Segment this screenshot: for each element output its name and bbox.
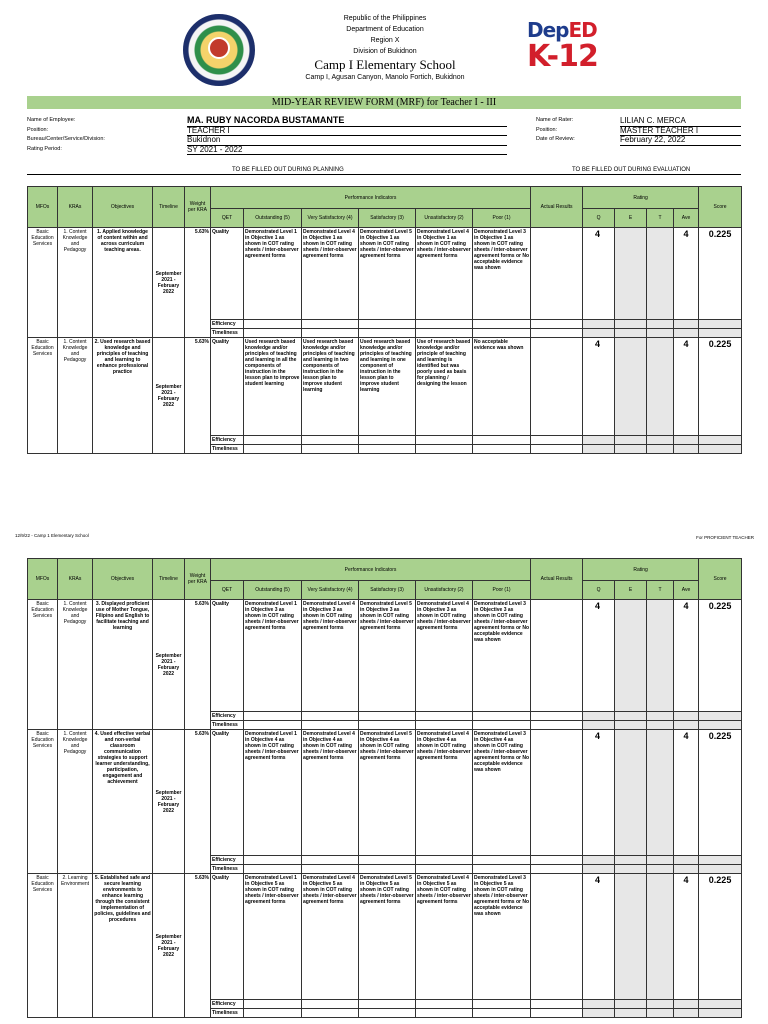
efficiency-cell — [647, 320, 674, 329]
timeliness-label: Timeliness — [211, 721, 244, 730]
mfo-cell: Basic Education Services — [28, 730, 58, 874]
rating-t-cell — [647, 874, 674, 1000]
actual-results-cell — [531, 730, 583, 856]
col-very-satisfactory: Very Satisfactory (4) — [302, 209, 359, 228]
efficiency-cell — [416, 320, 473, 329]
col-e: E — [615, 209, 647, 228]
efficiency-cell — [674, 712, 699, 721]
timeliness-cell — [359, 1009, 416, 1018]
qet-cell: Quality — [211, 600, 244, 712]
efficiency-cell — [647, 1000, 674, 1009]
col-ave: Ave — [674, 209, 699, 228]
mrf-table-page-2 — [27, 558, 742, 1018]
actual-results-cell — [531, 874, 583, 1000]
unsatisfactory-cell: Use of research based knowledge and/or principle of teaching and learning is identified but was poorly used as basis for planning / designing the lesson — [416, 338, 473, 436]
qet-cell: Quality — [211, 338, 244, 436]
rating-q-cell: 4 — [583, 338, 615, 436]
employee-info — [27, 116, 507, 154]
satisfactory-cell: Demonstrated Level 5 in Objective 4 as shown in COT rating sheets / inter-observer agreement forms — [359, 730, 416, 856]
col-q: Q — [583, 581, 615, 600]
timeliness-cell — [473, 1009, 531, 1018]
efficiency-cell — [699, 320, 742, 329]
timeliness-cell — [244, 445, 302, 454]
col-actual-results: Actual Results — [531, 187, 583, 228]
col-score: Score — [699, 187, 742, 228]
timeliness-cell — [674, 445, 699, 454]
rating-ave-cell: 4 — [674, 730, 699, 856]
efficiency-cell — [583, 320, 615, 329]
rating-t-cell — [647, 338, 674, 436]
rater-name: LILIAN C. MERCA — [620, 116, 741, 127]
actual-results-cell — [531, 228, 583, 320]
satisfactory-cell: Demonstrated Level 5 in Objective 3 as shown in COT rating sheets / inter-observer agreement forms — [359, 600, 416, 712]
rating-e-cell — [615, 338, 647, 436]
mfo-cell: Basic Education Services — [28, 874, 58, 1018]
efficiency-cell — [473, 1000, 531, 1009]
school-name: Camp I Elementary School — [314, 57, 456, 72]
col-timeline: Timeline — [153, 187, 185, 228]
actual-results-cell — [531, 600, 583, 712]
timeliness-cell — [302, 721, 359, 730]
timeliness-cell — [416, 445, 473, 454]
timeliness-cell — [302, 865, 359, 874]
objective-cell: 2. Used research based knowledge and principles of teaching and learning to enhance professional practice — [93, 338, 153, 454]
unsatisfactory-cell: Demonstrated Level 4 in Objective 5 as shown in COT rating sheets / inter-observer agreement forms — [416, 874, 473, 1000]
outstanding-cell: Used research based knowledge and/or principles of teaching and learning in all the components of instruction in the lesson plan to improve student learning — [244, 338, 302, 436]
efficiency-cell — [416, 856, 473, 865]
timeliness-cell — [583, 1009, 615, 1018]
efficiency-cell — [359, 1000, 416, 1009]
efficiency-cell — [359, 320, 416, 329]
timeliness-cell — [416, 329, 473, 338]
satisfactory-cell: Used research based knowledge and/or principles of teaching and learning in one component of instruction in the lesson plan to improve student learning — [359, 338, 416, 436]
unsatisfactory-cell: Demonstrated Level 4 in Objective 4 as shown in COT rating sheets / inter-observer agreement forms — [416, 730, 473, 856]
efficiency-cell — [531, 320, 583, 329]
timeliness-cell — [615, 721, 647, 730]
timeliness-cell — [531, 721, 583, 730]
school-address: Camp I, Agusan Canyon, Manolo Fortich, Bukidnon — [305, 74, 465, 81]
rating-e-cell — [615, 228, 647, 320]
timeliness-cell — [359, 721, 416, 730]
efficiency-cell — [583, 712, 615, 721]
rating-e-cell — [615, 730, 647, 856]
timeliness-cell — [583, 721, 615, 730]
efficiency-cell — [302, 1000, 359, 1009]
rater-position-label: Position: — [536, 126, 558, 133]
efficiency-cell — [473, 856, 531, 865]
qet-cell: Quality — [211, 228, 244, 320]
efficiency-cell — [302, 712, 359, 721]
efficiency-cell — [699, 1000, 742, 1009]
very-satisfactory-cell: Demonstrated Level 4 in Objective 5 as shown in COT rating sheets / inter-observer agreement forms — [302, 874, 359, 1000]
timeliness-cell — [615, 445, 647, 454]
objective-cell: 5. Established safe and secure learning environments to enhance learning through the consistent implementation of policies, guidelines and procedures — [93, 874, 153, 1018]
efficiency-cell — [647, 856, 674, 865]
col-performance-indicators: Performance Indicators — [211, 559, 531, 581]
timeliness-cell — [531, 329, 583, 338]
review-date: February 22, 2022 — [620, 135, 741, 146]
satisfactory-cell: Demonstrated Level 5 in Objective 5 as shown in COT rating sheets / inter-observer agreement forms — [359, 874, 416, 1000]
employee-name: MA. RUBY NACORDA BUSTAMANTE — [187, 116, 507, 127]
efficiency-cell — [416, 712, 473, 721]
timeliness-cell — [699, 1009, 742, 1018]
timeliness-cell — [674, 1009, 699, 1018]
rater-label: Name of Rater: — [536, 117, 574, 123]
form-title: MID-YEAR REVIEW FORM (MRF) for Teacher I - III — [27, 96, 741, 109]
objective-cell: 3. Displayed proficient use of Mother Tongue, Filipino and English to facilitate teaching and learning — [93, 600, 153, 730]
timeliness-cell — [615, 1009, 647, 1018]
weight-cell: 5.63% — [185, 874, 211, 1018]
efficiency-label: Efficiency — [211, 856, 244, 865]
col-objectives: Objectives — [93, 187, 153, 228]
objective-cell: 1. Applied knowledge of content within and across curriculum teaching areas. — [93, 228, 153, 338]
outstanding-cell: Demonstrated Level 1 in Objective 4 as shown in COT rating sheets / inter-observer agreement forms — [244, 730, 302, 856]
efficiency-cell — [302, 320, 359, 329]
efficiency-cell — [416, 436, 473, 445]
rating-ave-cell: 4 — [674, 600, 699, 712]
timeliness-cell — [583, 445, 615, 454]
timeliness-cell — [473, 329, 531, 338]
efficiency-cell — [244, 320, 302, 329]
efficiency-cell — [674, 436, 699, 445]
outstanding-cell: Demonstrated Level 1 in Objective 3 as shown in COT rating sheets / inter-observer agreement forms — [244, 600, 302, 712]
weight-cell: 5.63% — [185, 338, 211, 454]
footer-left: 12/9/22 - Camp 1 Elementary School — [15, 533, 89, 538]
efficiency-cell — [615, 712, 647, 721]
col-e: E — [615, 581, 647, 600]
kra-cell: 1. Content Knowledge and Pedagogy — [58, 338, 93, 454]
very-satisfactory-cell: Demonstrated Level 4 in Objective 1 as shown in COT rating sheets / inter-observer agreement forms — [302, 228, 359, 320]
efficiency-cell — [615, 436, 647, 445]
rating-ave-cell: 4 — [674, 338, 699, 436]
efficiency-cell — [699, 856, 742, 865]
col-score: Score — [699, 559, 742, 600]
timeliness-label: Timeliness — [211, 329, 244, 338]
timeliness-cell — [531, 865, 583, 874]
col-poor: Poor (1) — [473, 209, 531, 228]
rating-q-cell: 4 — [583, 600, 615, 712]
name-label: Name of Employee: — [27, 117, 76, 123]
col-q: Q — [583, 209, 615, 228]
kra-cell: 1. Content Knowledge and Pedagogy — [58, 600, 93, 730]
rating-q-cell: 4 — [583, 874, 615, 1000]
timeliness-cell — [674, 865, 699, 874]
department-line: Department of Education — [346, 26, 424, 33]
score-cell: 0.225 — [699, 874, 742, 1000]
timeliness-cell — [674, 721, 699, 730]
employee-position: TEACHER I — [187, 126, 507, 137]
col-rating: Rating — [583, 559, 699, 581]
timeliness-label: Timeliness — [211, 865, 244, 874]
bureau-value: Bukidnon — [187, 135, 507, 146]
timeline-cell: September 2021 - February 2022 — [153, 874, 185, 1018]
efficiency-cell — [473, 436, 531, 445]
period-value: SY 2021 - 2022 — [187, 145, 507, 156]
col-t: T — [647, 209, 674, 228]
col-unsatisfactory: Unsatisfactory (2) — [416, 209, 473, 228]
bureau-label: Bureau/Center/Service/Division: — [27, 136, 105, 142]
rating-t-cell — [647, 228, 674, 320]
rating-ave-cell: 4 — [674, 874, 699, 1000]
poor-cell: Demonstrated Level 3 in Objective 3 as shown in COT rating sheets / inter-observer agreement forms or No acceptable evidence was shown — [473, 600, 531, 712]
timeline-cell: September 2021 - February 2022 — [153, 338, 185, 454]
col-timeline: Timeline — [153, 559, 185, 600]
col-rating: Rating — [583, 187, 699, 209]
efficiency-cell — [416, 1000, 473, 1009]
planning-note: TO BE FILLED OUT DURING PLANNING — [232, 167, 344, 173]
weight-cell: 5.63% — [185, 730, 211, 874]
efficiency-label: Efficiency — [211, 320, 244, 329]
table-row — [28, 600, 742, 712]
timeliness-cell — [244, 865, 302, 874]
weight-cell: 5.63% — [185, 228, 211, 338]
timeliness-cell — [244, 329, 302, 338]
score-cell: 0.225 — [699, 338, 742, 436]
mfo-cell: Basic Education Services — [28, 338, 58, 454]
col-performance-indicators: Performance Indicators — [211, 187, 531, 209]
letterhead — [240, 13, 530, 83]
efficiency-cell — [674, 1000, 699, 1009]
score-cell: 0.225 — [699, 228, 742, 320]
efficiency-cell — [473, 320, 531, 329]
timeliness-cell — [531, 1009, 583, 1018]
poor-cell: Demonstrated Level 3 in Objective 5 as shown in COT rating sheets / inter-observer agreement forms or No acceptable evidence was shown — [473, 874, 531, 1000]
logo-k12: K-12 — [527, 39, 598, 74]
logo-ed: ED — [568, 18, 597, 42]
timeliness-cell — [473, 445, 531, 454]
rating-q-cell: 4 — [583, 730, 615, 856]
timeliness-cell — [699, 865, 742, 874]
timeliness-label: Timeliness — [211, 445, 244, 454]
efficiency-cell — [302, 856, 359, 865]
timeliness-cell — [699, 329, 742, 338]
timeliness-cell — [615, 865, 647, 874]
kra-cell: 1. Content Knowledge and Pedagogy — [58, 730, 93, 874]
efficiency-label: Efficiency — [211, 712, 244, 721]
efficiency-cell — [699, 436, 742, 445]
col-qet: QET — [211, 581, 244, 600]
table-row — [28, 228, 742, 320]
timeliness-cell — [359, 329, 416, 338]
score-cell: 0.225 — [699, 730, 742, 856]
col-weight: Weight per KRA — [185, 187, 211, 228]
efficiency-cell — [615, 1000, 647, 1009]
efficiency-label: Efficiency — [211, 1000, 244, 1009]
col-kras: KRAs — [58, 559, 93, 600]
rating-e-cell — [615, 874, 647, 1000]
table-row — [28, 874, 742, 1000]
efficiency-cell — [699, 712, 742, 721]
timeliness-cell — [647, 721, 674, 730]
timeline-cell: September 2021 - February 2022 — [153, 730, 185, 874]
col-mfos: MFOs — [28, 187, 58, 228]
timeliness-cell — [359, 445, 416, 454]
timeliness-cell — [244, 721, 302, 730]
poor-cell: No acceptable evidence was shown — [473, 338, 531, 436]
efficiency-cell — [302, 436, 359, 445]
very-satisfactory-cell: Demonstrated Level 4 in Objective 3 as shown in COT rating sheets / inter-observer agreement forms — [302, 600, 359, 712]
timeliness-cell — [244, 1009, 302, 1018]
timeliness-cell — [416, 865, 473, 874]
efficiency-label: Efficiency — [211, 436, 244, 445]
mfo-cell: Basic Education Services — [28, 600, 58, 730]
efficiency-cell — [531, 712, 583, 721]
timeline-cell: September 2021 - February 2022 — [153, 600, 185, 730]
col-kras: KRAs — [58, 187, 93, 228]
col-ave: Ave — [674, 581, 699, 600]
fill-out-notes — [27, 165, 741, 175]
col-qet: QET — [211, 209, 244, 228]
efficiency-cell — [244, 712, 302, 721]
efficiency-cell — [531, 856, 583, 865]
rating-q-cell: 4 — [583, 228, 615, 320]
satisfactory-cell: Demonstrated Level 5 in Objective 1 as shown in COT rating sheets / inter-observer agreement forms — [359, 228, 416, 320]
actual-results-cell — [531, 338, 583, 436]
timeliness-cell — [583, 329, 615, 338]
efficiency-cell — [359, 712, 416, 721]
table-row — [28, 730, 742, 856]
region-line: Region X — [370, 37, 400, 44]
efficiency-cell — [473, 712, 531, 721]
efficiency-cell — [647, 712, 674, 721]
efficiency-cell — [674, 320, 699, 329]
poor-cell: Demonstrated Level 3 in Objective 4 as shown in COT rating sheets / inter-observer agreement forms or No acceptable evidence was shown — [473, 730, 531, 856]
rating-t-cell — [647, 600, 674, 712]
timeliness-cell — [699, 721, 742, 730]
evaluation-note: TO BE FILLED OUT DURING EVALUATION — [572, 167, 691, 173]
efficiency-cell — [615, 320, 647, 329]
efficiency-cell — [647, 436, 674, 445]
timeliness-cell — [473, 865, 531, 874]
efficiency-cell — [359, 436, 416, 445]
outstanding-cell: Demonstrated Level 1 in Objective 1 as shown in COT rating sheets / inter-observer agreement forms — [244, 228, 302, 320]
col-satisfactory: Satisfactory (3) — [359, 581, 416, 600]
qet-cell: Quality — [211, 874, 244, 1000]
col-outstanding: Outstanding (5) — [244, 209, 302, 228]
timeline-cell: September 2021 - February 2022 — [153, 228, 185, 338]
kra-cell: 1. Content Knowledge and Pedagogy — [58, 228, 93, 338]
poor-cell: Demonstrated Level 3 in Objective 1 as shown in COT rating sheets / inter-observer agreement forms or No acceptable evidence was shown — [473, 228, 531, 320]
rating-e-cell — [615, 600, 647, 712]
efficiency-cell — [583, 436, 615, 445]
timeliness-label: Timeliness — [211, 1009, 244, 1018]
col-weight: Weight per KRA — [185, 559, 211, 600]
review-date-label: Date of Review: — [536, 136, 575, 142]
efficiency-cell — [244, 856, 302, 865]
timeliness-cell — [416, 721, 473, 730]
timeliness-cell — [647, 865, 674, 874]
timeliness-cell — [647, 1009, 674, 1018]
timeliness-cell — [699, 445, 742, 454]
col-very-satisfactory: Very Satisfactory (4) — [302, 581, 359, 600]
period-label: Rating Period: — [27, 145, 62, 152]
qet-cell: Quality — [211, 730, 244, 856]
rater-info — [536, 116, 741, 145]
col-satisfactory: Satisfactory (3) — [359, 209, 416, 228]
rater-position: MASTER TEACHER I — [620, 126, 741, 137]
efficiency-cell — [674, 856, 699, 865]
footer-right: For PROFICIENT TEACHER — [696, 535, 754, 540]
score-cell: 0.225 — [699, 600, 742, 712]
objective-cell: 4. Used effective verbal and non-verbal classroom communication strategies to support learner understanding, participation, engagement and achievement — [93, 730, 153, 874]
logo-dep: Dep — [527, 18, 569, 42]
efficiency-cell — [583, 1000, 615, 1009]
rating-t-cell — [647, 730, 674, 856]
deped-k12-logo — [527, 18, 617, 72]
efficiency-cell — [359, 856, 416, 865]
efficiency-cell — [583, 856, 615, 865]
rating-ave-cell: 4 — [674, 228, 699, 320]
timeliness-cell — [302, 329, 359, 338]
timeliness-cell — [647, 329, 674, 338]
col-unsatisfactory: Unsatisfactory (2) — [416, 581, 473, 600]
efficiency-cell — [244, 1000, 302, 1009]
timeliness-cell — [615, 329, 647, 338]
mfo-cell: Basic Education Services — [28, 228, 58, 338]
efficiency-cell — [531, 436, 583, 445]
timeliness-cell — [302, 1009, 359, 1018]
very-satisfactory-cell: Demonstrated Level 4 in Objective 4 as shown in COT rating sheets / inter-observer agreement forms — [302, 730, 359, 856]
col-t: T — [647, 581, 674, 600]
kra-cell: 2. Learning Environment — [58, 874, 93, 1018]
timeliness-cell — [302, 445, 359, 454]
timeliness-cell — [674, 329, 699, 338]
col-objectives: Objectives — [93, 559, 153, 600]
timeliness-cell — [416, 1009, 473, 1018]
mrf-table-page-1 — [27, 186, 742, 454]
timeliness-cell — [647, 445, 674, 454]
timeliness-cell — [473, 721, 531, 730]
unsatisfactory-cell: Demonstrated Level 4 in Objective 1 as shown in COT rating sheets / inter-observer agreement forms — [416, 228, 473, 320]
timeliness-cell — [531, 445, 583, 454]
outstanding-cell: Demonstrated Level 1 in Objective 5 as shown in COT rating sheets / inter-observer agreement forms — [244, 874, 302, 1000]
division-line: Division of Bukidnon — [353, 48, 417, 55]
col-poor: Poor (1) — [473, 581, 531, 600]
efficiency-cell — [244, 436, 302, 445]
col-outstanding: Outstanding (5) — [244, 581, 302, 600]
timeliness-cell — [359, 865, 416, 874]
efficiency-cell — [615, 856, 647, 865]
republic-line: Republic of the Philippines — [343, 15, 427, 22]
very-satisfactory-cell: Used research based knowledge and/or principles of teaching and learning in two components of instruction in the lesson plan to improve student learning — [302, 338, 359, 436]
col-mfos: MFOs — [28, 559, 58, 600]
weight-cell: 5.63% — [185, 600, 211, 730]
table-row — [28, 338, 742, 436]
col-actual-results: Actual Results — [531, 559, 583, 600]
position-label: Position: — [27, 126, 49, 133]
unsatisfactory-cell: Demonstrated Level 4 in Objective 3 as shown in COT rating sheets / inter-observer agreement forms — [416, 600, 473, 712]
efficiency-cell — [531, 1000, 583, 1009]
timeliness-cell — [583, 865, 615, 874]
